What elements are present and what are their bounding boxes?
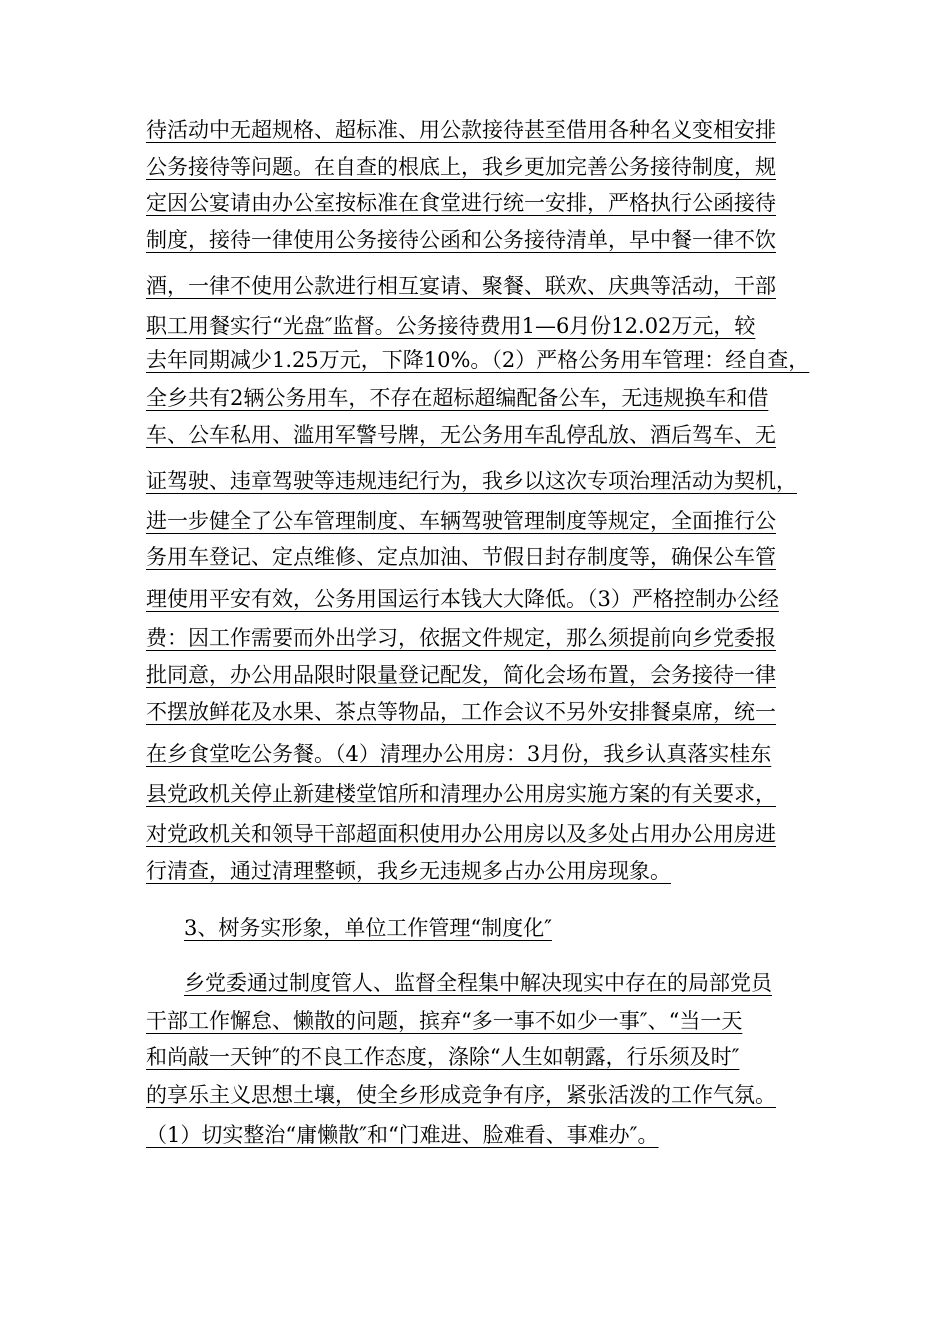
text-line: 干部工作懈怠、懒散的问题，摈弃“多一事不如少一事″、“当一天: [146, 1009, 743, 1033]
text-line: 和尚敲一天钟″的不良工作态度，涤除“人生如朝露，行乐须及时″: [146, 1045, 740, 1069]
text-line: 乡党委通过制度管人、监督全程集中解决现实中存在的局部党员: [184, 971, 772, 995]
text-line: 进一步健全了公车管理制度、车辆驾驶管理制度等规定，全面推行公: [146, 509, 776, 533]
text-line: 酒，一律不使用公款进行相互宴请、聚餐、联欢、庆典等活动，干部: [146, 274, 776, 298]
text-line: 待活动中无超规格、超标准、用公款接待甚至借用各种名义变相安排: [146, 118, 776, 142]
text-line: 批同意，办公用品限时限量登记配发，简化会场布置，会务接待一律: [146, 663, 776, 687]
text-line: 公务接待等问题。在自查的根底上，我乡更加完善公务接待制度，规: [146, 155, 776, 179]
text-line: 定因公宴请由办公室按标准在食堂进行统一安排，严格执行公函接待: [146, 191, 776, 215]
text-line: 在乡食堂吃公务餐。（4）清理办公用房：3月份，我乡认真落实桂东: [146, 742, 772, 766]
text-line: 全乡共有2辆公务用车，不存在超标超编配备公车，无违规换车和借: [146, 386, 769, 410]
text-line: 不摆放鲜花及水果、茶点等物品，工作会议不另外安排餐桌席，统一: [146, 700, 776, 724]
section-heading: 3、树务实形象，单位工作管理“制度化″: [184, 916, 552, 940]
text-line: 去年同期减少1.25万元，下降10%。（2）严格公务用车管理：经自查，: [146, 348, 810, 372]
text-line: （1）切实整治“庸懒散″和“门难进、脸难看、事难办″。: [146, 1123, 659, 1147]
text-line: 县党政机关停止新建楼堂馆所和清理办公用房实施方案的有关要求，: [146, 782, 776, 806]
text-line: 的享乐主义思想土壤，使全乡形成竞争有序，紧张活泼的工作气氛。: [146, 1083, 776, 1107]
text-line: 职工用餐实行“光盘″监督。公务接待费用1—6月份12.02万元，较: [146, 314, 756, 338]
text-line: 行清查，通过清理整顿，我乡无违规多占办公用房现象。: [146, 859, 671, 883]
text-line: 制度，接待一律使用公务接待公函和公务接待清单，早中餐一律不饮: [146, 228, 776, 252]
text-line: 车、公车私用、滥用军警号牌，无公务用车乱停乱放、酒后驾车、无: [146, 423, 776, 447]
text-line: 费：因工作需要而外出学习，依据文件规定，那么须提前向乡党委报: [146, 626, 776, 650]
text-line: 理使用平安有效，公务用国运行本钱大大降低。（3）严格控制办公经: [146, 587, 779, 611]
text-line: 证驾驶、违章驾驶等违规违纪行为，我乡以这次专项治理活动为契机，: [146, 469, 797, 493]
text-line: 对党政机关和领导干部超面积使用办公用房以及多处占用办公用房进: [146, 822, 776, 846]
text-line: 务用车登记、定点维修、定点加油、节假日封存制度等，确保公车管: [146, 545, 776, 569]
